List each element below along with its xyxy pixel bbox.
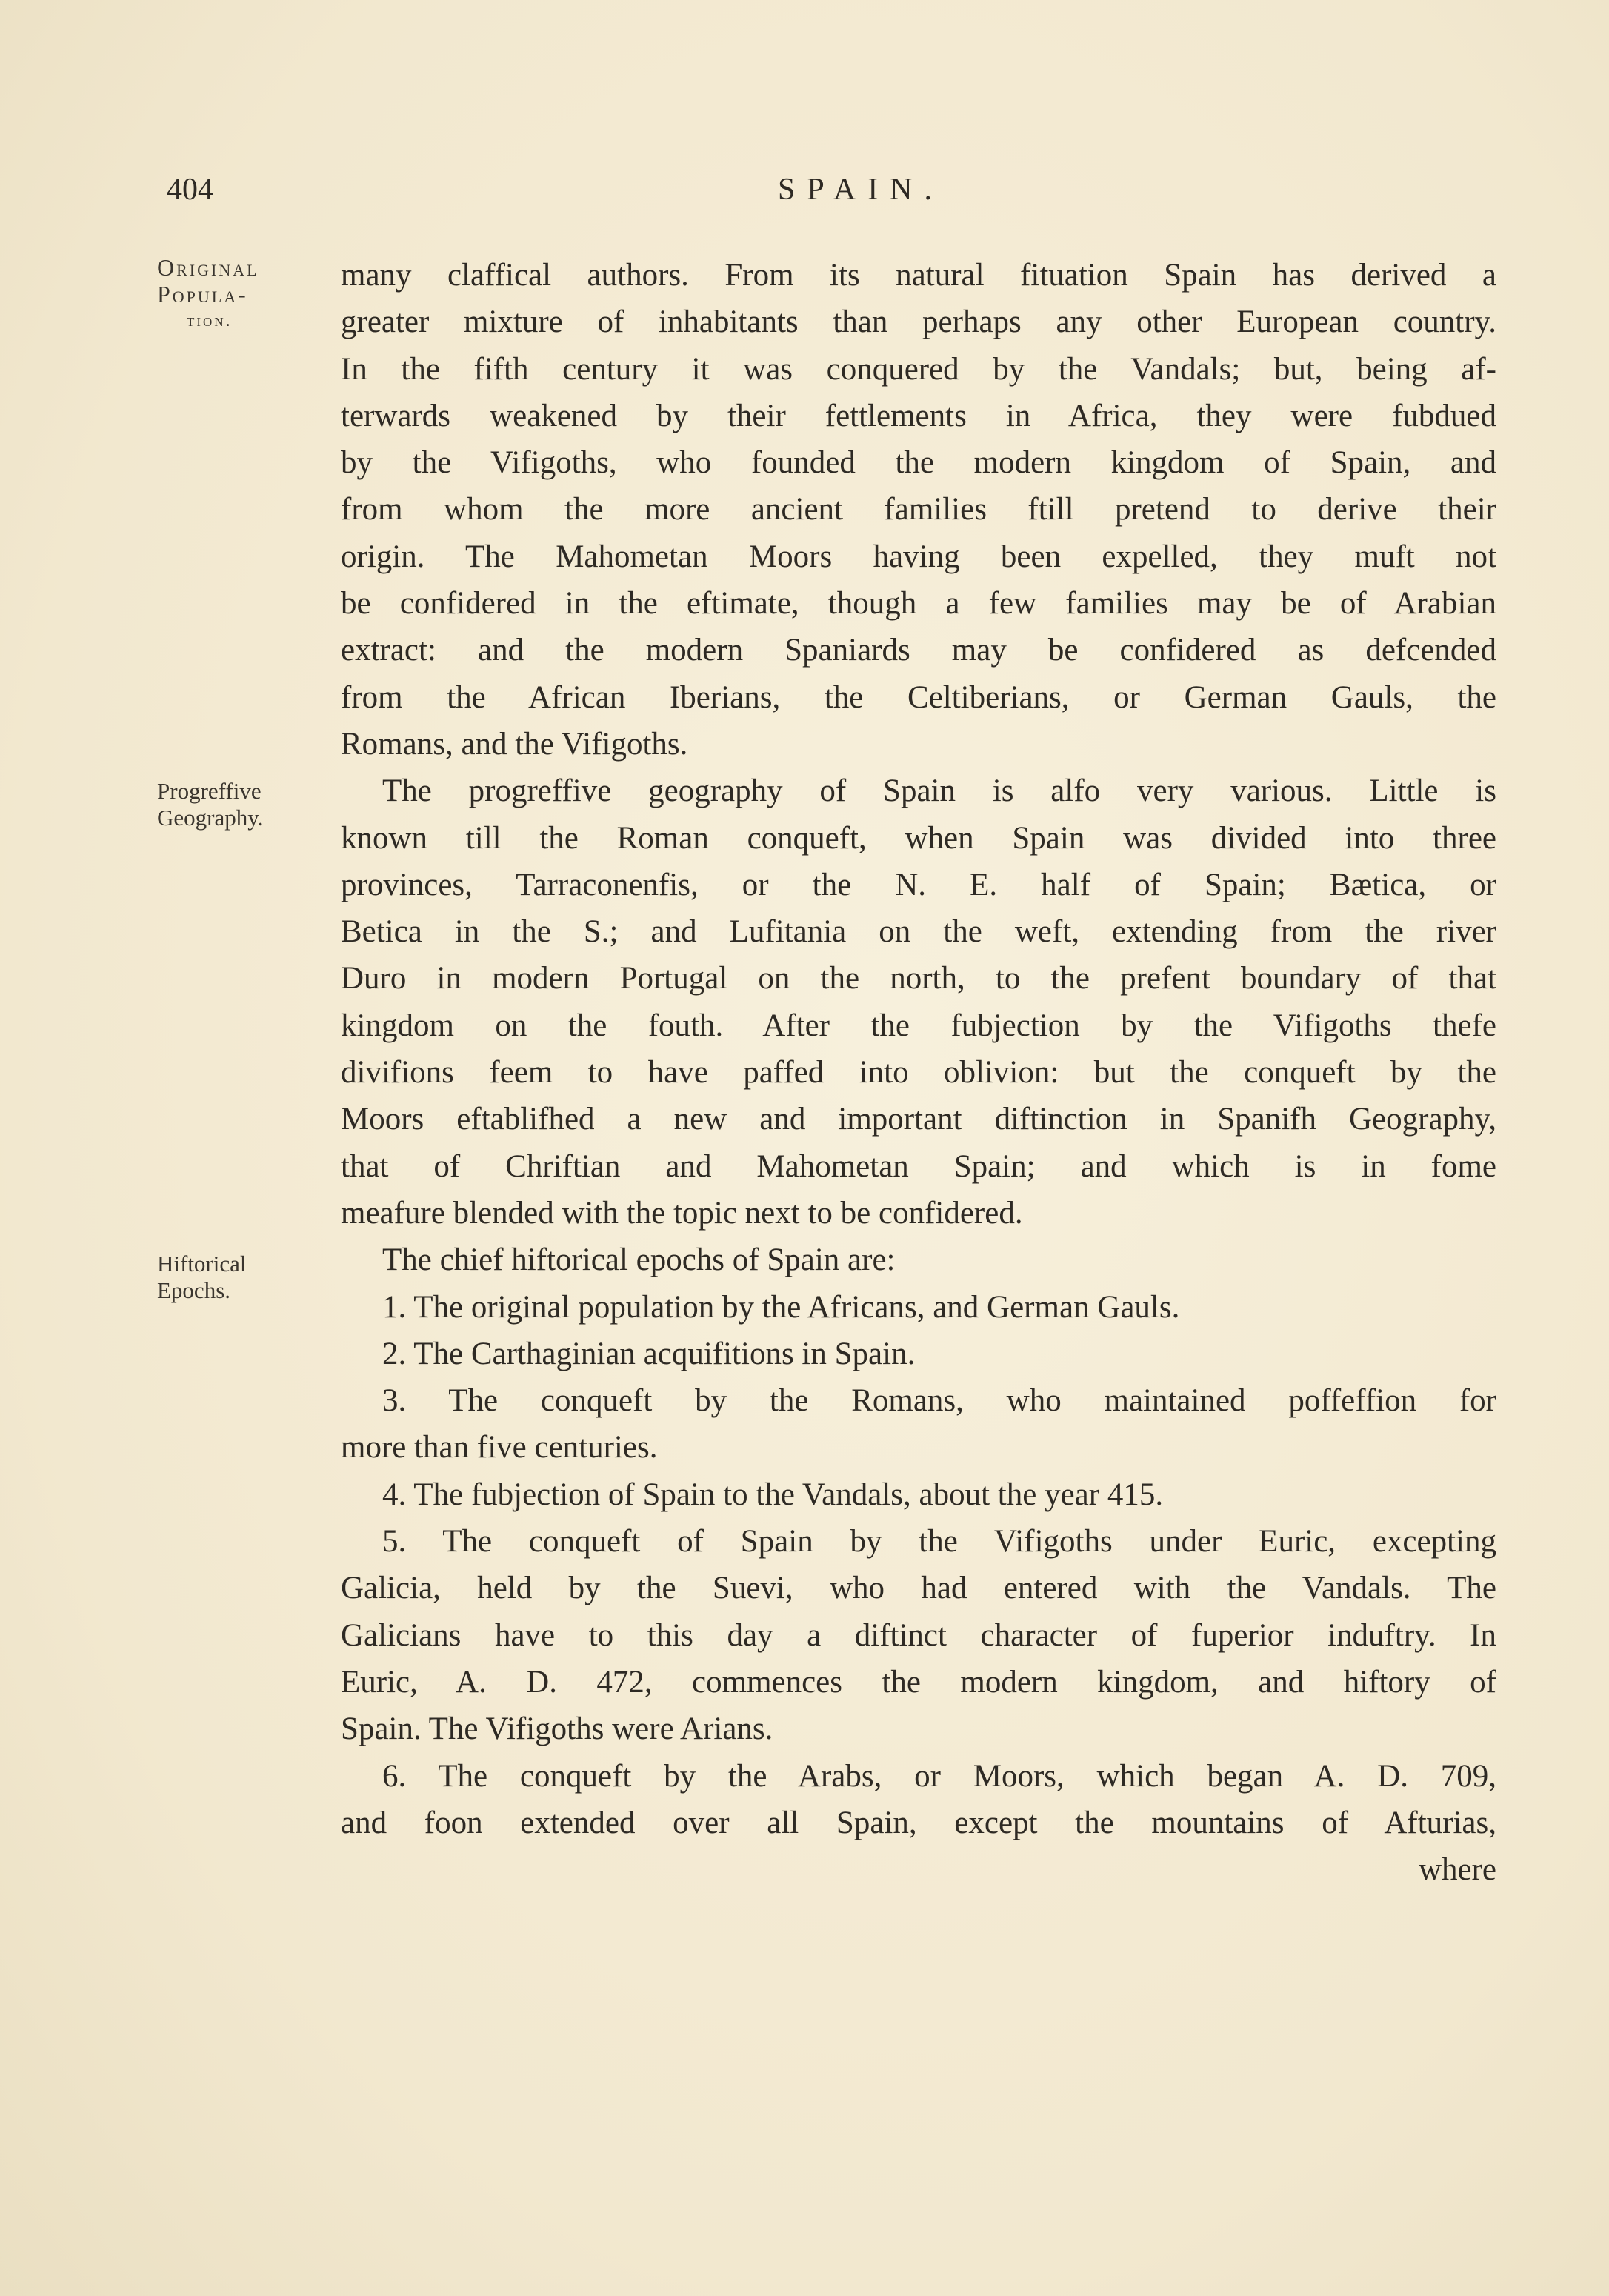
text-line: known till the Roman conqueft, when Spain was divided into three xyxy=(341,820,1496,856)
text-line: 3. The conqueft by the Romans, who maintained poffeffion for xyxy=(382,1383,1496,1419)
text-line: In the fifth century it was conquered by the Vandals; but, being af- xyxy=(341,351,1496,387)
text-line: 1. The original population by the Africans, and German Gauls. xyxy=(382,1289,1180,1325)
text-line: Spain. The Vifigoths were Arians. xyxy=(341,1711,773,1747)
text-line: from the African Iberians, the Celtiberians, or German Gauls, the xyxy=(341,679,1496,715)
text-line: Galicians have to this day a diftinct character of fuperior induftry. In xyxy=(341,1617,1496,1653)
sidenote-line: Geography. xyxy=(157,805,264,831)
text-line: extract: and the modern Spaniards may be confidered as defcended xyxy=(341,633,1496,668)
sidenote-line: Hiftorical xyxy=(157,1251,247,1277)
page-header xyxy=(167,172,1496,224)
text-line: Euric, A. D. 472, commences the modern kingdom, and hiftory of xyxy=(341,1664,1496,1700)
text-line: terwards weakened by their fettlements in Africa, they were fubdued xyxy=(341,398,1496,433)
page-number: 404 xyxy=(167,173,213,207)
text-line: from whom the more ancient families ftill pretend to derive their xyxy=(341,492,1496,528)
sidenote-progressive-geography xyxy=(157,778,327,831)
text-line: 6. The conqueft by the Arabs, or Moors, which began A. D. 709, xyxy=(382,1758,1496,1794)
text-line: many claffical authors. From its natural fituation Spain has derived a xyxy=(341,258,1496,293)
sidenote-historical-epochs xyxy=(157,1251,327,1304)
sidenote-line: Epochs. xyxy=(157,1277,231,1303)
text-line: 5. The conqueft of Spain by the Vifigoths under Euric, excepting xyxy=(382,1524,1496,1560)
text-line: be confidered in the eftimate, though a few families may be of Arabian xyxy=(341,586,1496,622)
sidenote-line: Progreffive xyxy=(157,778,261,804)
sidenote-original-population xyxy=(157,254,327,334)
text-line: and foon extended over all Spain, except the mountains of Afturias, xyxy=(341,1805,1496,1840)
text-line: origin. The Mahometan Moors having been expelled, they muft not xyxy=(341,539,1496,574)
text-line: Duro in modern Portugal on the north, to the prefent boundary of that xyxy=(341,961,1496,996)
sidenote-line: Original xyxy=(157,254,259,281)
text-line: The chief hiftorical epochs of Spain are: xyxy=(382,1242,896,1278)
sidenote-line: tion. xyxy=(187,311,233,330)
body-text xyxy=(341,252,1496,1893)
text-line: Betica in the S.; and Lufitania on the weft, extending from the river xyxy=(341,914,1496,950)
text-line: 2. The Carthaginian acquifitions in Spain. xyxy=(382,1336,916,1371)
text-line: meafure blended with the topic next to be confidered. xyxy=(341,1195,1023,1231)
text-line: by the Vifigoths, who founded the modern kingdom of Spain, and xyxy=(341,445,1496,481)
text-line: The progreffive geography of Spain is alfo very various. Little is xyxy=(382,773,1496,809)
catchword: where xyxy=(1418,1852,1496,1888)
text-line: more than five centuries. xyxy=(341,1430,658,1465)
text-line: 4. The fubjection of Spain to the Vandals, about the year 415. xyxy=(382,1477,1164,1512)
text-line: Romans, and the Vifigoths. xyxy=(341,726,688,762)
text-line: divifions feem to have paffed into oblivion: but the conqueft by the xyxy=(341,1055,1496,1091)
text-line: Moors eftablifhed a new and important diftinction in Spanifh Geography, xyxy=(341,1102,1496,1137)
text-line: Galicia, held by the Suevi, who had entered with the Vandals. The xyxy=(341,1571,1496,1606)
text-line: provinces, Tarraconenfis, or the N. E. half of Spain; Bætica, or xyxy=(341,867,1496,902)
running-head: SPAIN. xyxy=(778,173,945,207)
text-line: kingdom on the fouth. After the fubjection by the Vifigoths thefe xyxy=(341,1008,1496,1043)
text-line: that of Chriftian and Mahometan Spain; and which is in fome xyxy=(341,1148,1496,1184)
sidenote-line: Popula- xyxy=(157,281,248,307)
text-line: greater mixture of inhabitants than perhaps any other European country. xyxy=(341,305,1496,340)
